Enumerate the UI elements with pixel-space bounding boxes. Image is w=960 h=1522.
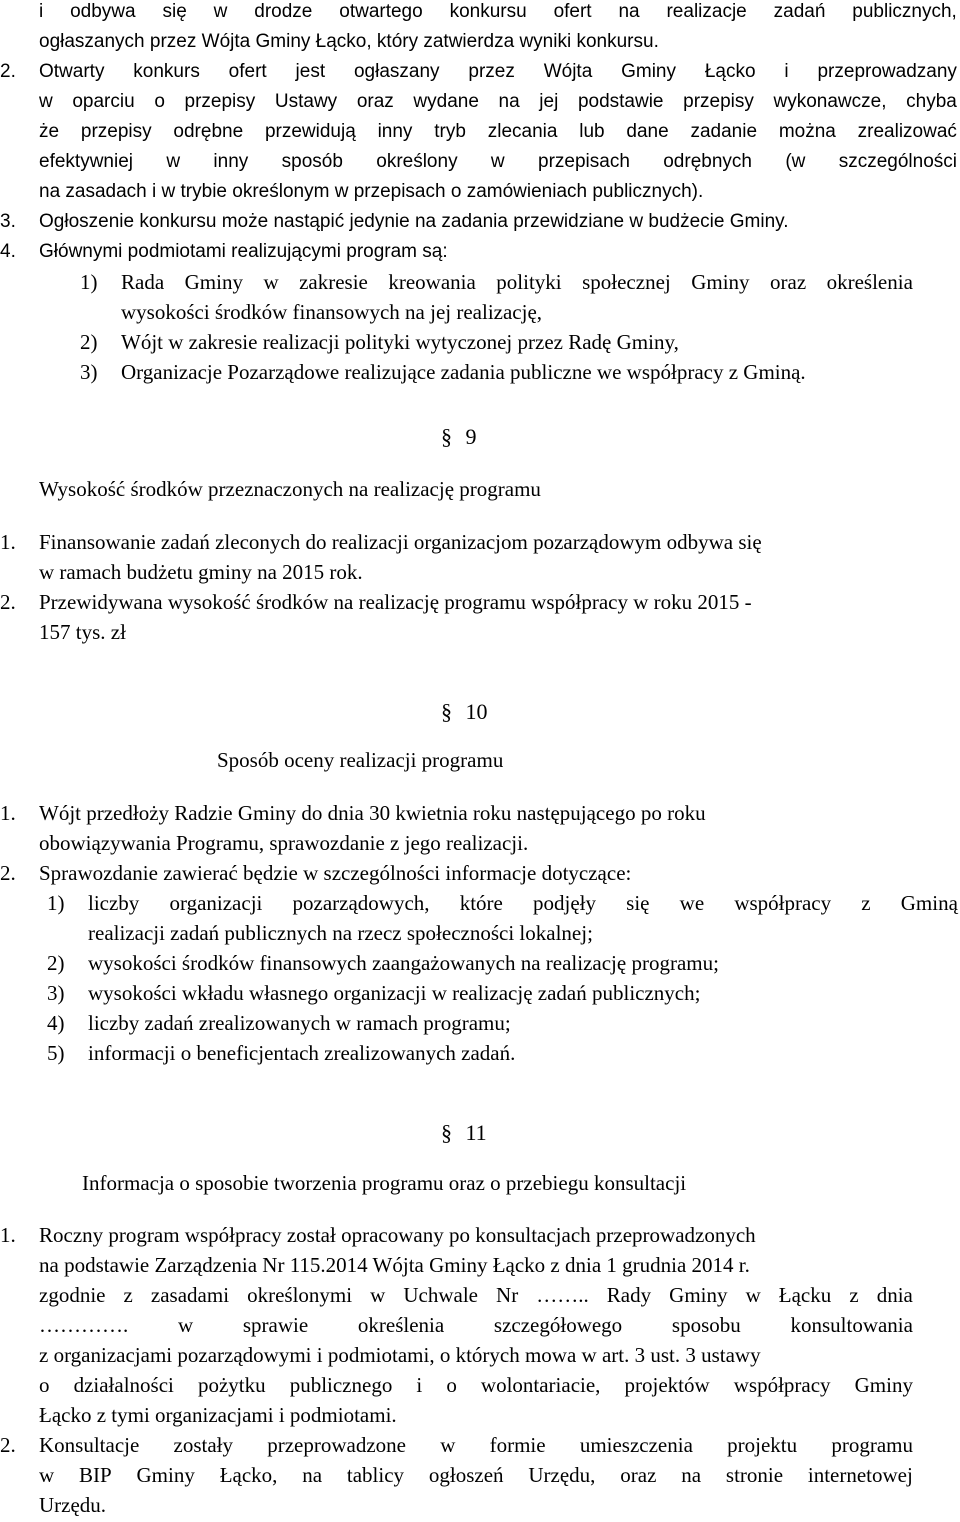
text-line: liczby organizacji pozarządowych, które podjęły się we współpracy z Gminą xyxy=(88,891,958,915)
text-line: Finansowanie zadań zleconych do realizacji organizacjom pozarządowym odbywa się xyxy=(39,530,762,554)
text-line: realizacji zadań publicznych na rzecz społeczności lokalnej; xyxy=(88,921,593,945)
text-line: zgodnie z zasadami określonymi w Uchwale Nr …….. Rady Gminy w Łącku z dnia xyxy=(39,1283,913,1307)
section-number xyxy=(441,1118,487,1148)
section-number xyxy=(441,422,477,452)
section-number-value: 11 xyxy=(465,1120,487,1145)
section-symbol: § xyxy=(441,699,452,724)
text-line: Organizacje Pozarządowe realizujące zadania publiczne we współpracy z Gminą. xyxy=(121,360,806,384)
item-number: 2) xyxy=(47,951,65,975)
text-line: ogłaszanych przez Wójta Gminy Łącko, który zatwierdza wyniki konkursu. xyxy=(39,31,659,52)
text-line: wysokości wkładu własnego organizacji w realizację zadań publicznych; xyxy=(88,981,701,1005)
item-number: 3. xyxy=(0,211,16,232)
section-title-text: Wysokość środków przeznaczonych na realizację programu xyxy=(39,477,541,501)
text-line: i odbywa się w drodze otwartego konkursu ofert na realizacje zadań publicznych, xyxy=(39,1,957,22)
text-line: Sprawozdanie zawierać będzie w szczególności informacje dotyczące: xyxy=(39,861,632,885)
text-line: Wójt w zakresie realizacji polityki wytyczonej przez Radę Gminy, xyxy=(121,330,679,354)
section-number-value: 9 xyxy=(465,424,477,449)
text-line: Otwarty konkurs ofert jest ogłaszany przez Wójta Gminy Łącko i przeprowadzany xyxy=(39,61,957,82)
text-line: 157 tys. zł xyxy=(39,620,126,644)
item-number: 2) xyxy=(80,330,98,354)
text-line: liczby zadań zrealizowanych w ramach programu; xyxy=(88,1011,511,1035)
item-number: 2. xyxy=(0,1433,16,1457)
item-number: 1. xyxy=(0,530,16,554)
text-line: Łącko z tymi organizacjami i podmiotami. xyxy=(39,1403,397,1427)
item-number: 2. xyxy=(0,590,16,614)
text-line: w ramach budżetu gminy na 2015 rok. xyxy=(39,560,363,584)
text-line: z organizacjami pozarządowymi i podmiotami, o których mowa w art. 3 ust. 3 ustawy xyxy=(39,1343,761,1367)
text-line: w BIP Gminy Łącko, na tablicy ogłoszeń Urzędu, oraz na stronie internetowej xyxy=(39,1463,913,1487)
section-title-text: Informacja o sposobie tworzenia programu oraz o przebiegu konsultacji xyxy=(82,1171,687,1195)
item-number: 1) xyxy=(47,891,65,915)
text-line: obowiązywania Programu, sprawozdanie z jego realizacji. xyxy=(39,831,529,855)
text-line: …………. w sprawie określenia szczegółowego sposobu konsultowania xyxy=(39,1313,913,1337)
section-number xyxy=(441,697,488,727)
item-number: 1) xyxy=(80,270,98,294)
item-number: 2. xyxy=(0,61,16,82)
text-line: w oparciu o przepisy Ustawy oraz wydane na jej podstawie przepisy wykonawcze, chyba xyxy=(39,91,957,112)
text-line: Ogłoszenie konkursu może nastąpić jedynie na zadania przewidziane w budżecie Gminy. xyxy=(39,211,789,232)
text-line: Roczny program współpracy został opracowany po konsultacjach przeprowadzonych xyxy=(39,1223,756,1247)
text-line: Rada Gminy w zakresie kreowania polityki społecznej Gminy oraz określenia xyxy=(121,270,913,294)
section-title-text: Sposób oceny realizacji programu xyxy=(217,748,504,772)
item-number: 3) xyxy=(80,360,98,384)
item-number: 2. xyxy=(0,861,16,885)
text-line: wysokości środków finansowych zaangażowanych na realizację programu; xyxy=(88,951,719,975)
item-number: 4) xyxy=(47,1011,65,1035)
text-line: Konsultacje zostały przeprowadzone w formie umieszczenia projektu programu xyxy=(39,1433,913,1457)
text-line: Wójt przedłoży Radzie Gminy do dnia 30 kwietnia roku następującego po roku xyxy=(39,801,706,825)
text-line: na zasadach i w trybie określonym w przepisach o zamówieniach publicznych). xyxy=(39,181,704,202)
item-number: 1. xyxy=(0,1223,16,1247)
section-number-value: 10 xyxy=(465,699,488,724)
text-line: Głównymi podmiotami realizującymi program są: xyxy=(39,241,448,262)
text-line: informacji o beneficjentach zrealizowanych zadań. xyxy=(88,1041,516,1065)
text-line: że przepisy odrębne przewidują inny tryb zlecania lub dane zadanie można zrealizować xyxy=(39,121,957,142)
text-line: Przewidywana wysokość środków na realizację programu współpracy w roku 2015 - xyxy=(39,590,752,614)
text-line: efektywniej w inny sposób określony w przepisach odrębnych (w szczególności xyxy=(39,151,957,172)
text-line: wysokości środków finansowych na jej realizację, xyxy=(121,300,543,324)
text-line: Urzędu. xyxy=(39,1493,107,1517)
text-line: na podstawie Zarządzenia Nr 115.2014 Wójta Gminy Łącko z dnia 1 grudnia 2014 r. xyxy=(39,1253,750,1277)
item-number: 1. xyxy=(0,801,16,825)
item-number: 4. xyxy=(0,241,16,262)
section-symbol: § xyxy=(441,1120,452,1145)
section-symbol: § xyxy=(441,424,452,449)
item-number: 5) xyxy=(47,1041,65,1065)
text-line: o działalności pożytku publicznego i o wolontariacie, projektów współpracy Gminy xyxy=(39,1373,913,1397)
item-number: 3) xyxy=(47,981,65,1005)
